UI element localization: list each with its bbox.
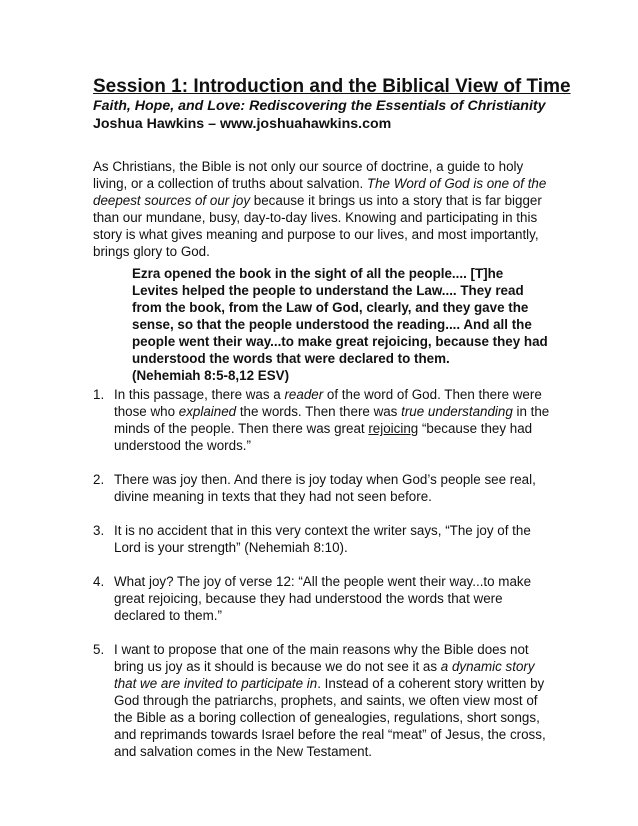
list-text: It is no accident that in this very context the writer says, “The joy of the Lord is your strength” (Nehemiah 8:10). bbox=[114, 523, 531, 555]
page-subtitle: Faith, Hope, and Love: Rediscovering the Essentials of Christianity bbox=[93, 98, 546, 114]
list-emphasis: true understanding bbox=[401, 404, 513, 419]
list-text: . Instead of a coherent story written by God through the patriarchs, prophets, and saints, we often view most of the Bible as a boring collection of genealogies, regulations, short songs, and reprimands towards Israel before the real “meat” of Jesus, the cross, and salvation comes in the New Testament. bbox=[114, 676, 546, 759]
quote-reference: (Nehemiah 8:5-8,12 ESV) bbox=[132, 368, 290, 383]
list-text: In this passage, there was a bbox=[114, 387, 285, 402]
scripture-quote bbox=[132, 265, 552, 384]
list-emphasis: reader bbox=[284, 387, 324, 402]
intro-emphasis: The Word of God is one of the deepest sources of our joy bbox=[93, 176, 547, 208]
intro-text-end: because it brings us into a story that is far bigger than our mundane, busy, day-to-day lives. Knowing and participating in this story is what gives meaning and purpose to our lives, and most importantly, brings glory to God. bbox=[93, 193, 542, 259]
list-number: 2. bbox=[93, 472, 105, 487]
list-text: “because they had understood the words.” bbox=[114, 421, 533, 453]
list-item bbox=[93, 522, 555, 556]
list-item bbox=[93, 386, 555, 454]
list-item bbox=[93, 471, 555, 505]
list-number: 3. bbox=[93, 523, 105, 538]
list-emphasis: explained bbox=[178, 404, 237, 419]
list-item bbox=[93, 573, 555, 624]
list-emphasis: a dynamic story that we are invited to participate in bbox=[114, 659, 535, 691]
intro-paragraph bbox=[93, 158, 553, 260]
list-number: 1. bbox=[93, 387, 105, 402]
list-number: 5. bbox=[93, 642, 105, 657]
list-text: I want to propose that one of the main reasons why the Bible does not bring us joy as it should is because we do not see it as bbox=[114, 642, 529, 674]
list-number: 4. bbox=[93, 574, 105, 589]
list-text: the words. Then there was bbox=[236, 404, 402, 419]
list-item bbox=[93, 641, 555, 760]
list-text: There was joy then. And there is joy today when God’s people see real, divine meaning in texts that they had not seen before. bbox=[114, 472, 536, 504]
intro-text-start: As Christians, the Bible is not only our source of doctrine, a guide to holy living, or a collection of truths about salvation. bbox=[93, 159, 524, 191]
list-underline: rejoicing bbox=[368, 421, 419, 436]
list-text: of the word of God. Then there were those who bbox=[114, 387, 542, 419]
numbered-list bbox=[93, 386, 555, 777]
page-title: Session 1: Introduction and the Biblical View of Time bbox=[93, 76, 571, 97]
list-text: What joy? The joy of verse 12: “All the people went their way...to make great rejoicing, because they had understood the words that were declared to them.” bbox=[114, 574, 532, 623]
author-line: Joshua Hawkins – www.joshuahawkins.com bbox=[93, 116, 392, 132]
quote-text: Ezra opened the book in the sight of all the people.... [T]he Levites helped the people to understand the Law.... They read from the book, from the Law of God, clearly, and they gave the sense, so that the people understood the reading.... And all the people went their way...to make great rejoicing, because they had understood the words that were declared to them. bbox=[132, 266, 548, 366]
list-text: in the minds of the people. Then there was great bbox=[114, 404, 550, 436]
